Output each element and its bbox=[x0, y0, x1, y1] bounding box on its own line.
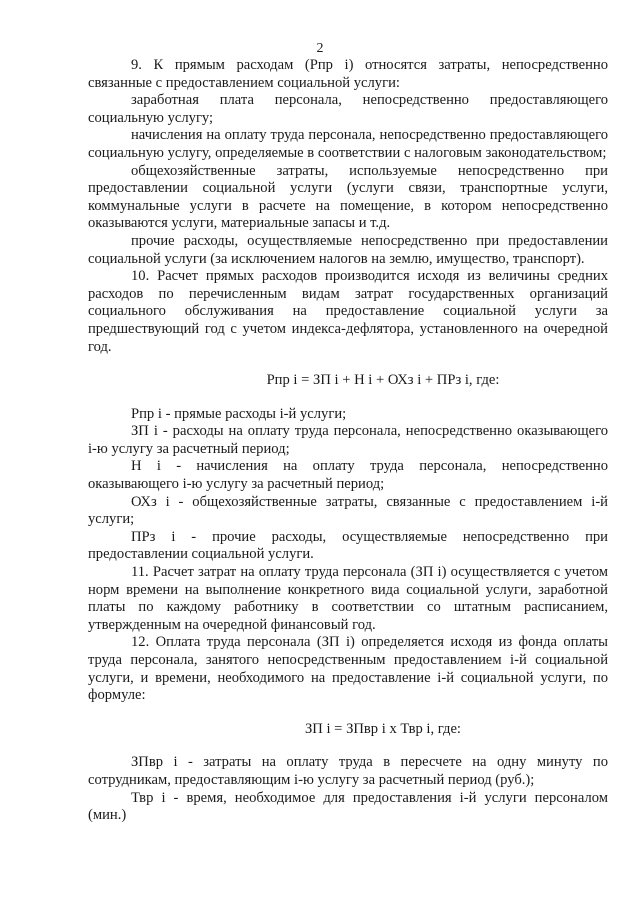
definition-rpr: Рпр i - прямые расходы i-й услуги; bbox=[131, 405, 347, 422]
list-item-other-costs: прочие расходы, осуществляемые непосредственно при предоставлении социальной услуги (за исключением налогов на землю, имущество, транспорт). bbox=[88, 232, 608, 267]
document-body bbox=[88, 57, 608, 825]
definition-ohz: ОХз i - общехозяйственные затраты, связанные с предоставлением i-й услуги; bbox=[88, 493, 608, 528]
list-item-general-costs: общехозяйственные затраты, используемые непосредственно при предоставлении социальной услуги (услуги связи, транспортные услуги, коммунальные услуги в расчете на помещение, в котором непосредственно оказываются услуги, материальные запасы и т.д. bbox=[88, 162, 608, 232]
paragraph-10: 10. Расчет прямых расходов производится исходя из величины средних расходов по перечисленным видам затрат государственных организаций социального обслуживания на предоставление социальной услуги за предшествующий год с учетом индекса-дефлятора, установленного на очередной год. bbox=[88, 268, 608, 355]
definition-zp: ЗП i - расходы на оплату труда персонала, непосредственно оказывающего i-ю услугу за расчетный период; bbox=[88, 423, 608, 457]
list-item-salary: заработная плата персонала, непосредственно предоставляющего социальную услугу; bbox=[88, 92, 608, 126]
definition-tvr: Твр i - время, необходимое для предоставления i-й услуги персоналом (мин.) bbox=[88, 789, 608, 824]
definition-zpvr: ЗПвр i - затраты на оплату труда в пересчете на одну минуту по сотрудникам, предоставляющим i-ю услугу за расчетный период (руб.); bbox=[88, 754, 608, 788]
formula-direct-costs: Рпр i = ЗП i + Н i + ОХз i + ПРз i, где: bbox=[266, 372, 500, 389]
paragraph-12: 12. Оплата труда персонала (ЗП i) определяется исходя из фонда оплаты труда персонала, занятого непосредственным предоставлением i-й социальной услуги, и времени, необходимого на предоставление i-й социальной услуги, по формуле: bbox=[88, 634, 608, 704]
paragraph-9: 9. К прямым расходам (Рпр i) относятся затраты, непосредственно связанные с предоставлением социальной услуги: bbox=[88, 57, 608, 91]
page-number: 2 bbox=[316, 41, 324, 56]
list-item-accruals: начисления на оплату труда персонала, непосредственно предоставляющего социальную услугу, определяемые в соответствии с налоговым законодательством; bbox=[88, 127, 608, 161]
paragraph-11: 11. Расчет затрат на оплату труда персонала (ЗП i) осуществляется с учетом норм времени на выполнение конкретного вида социальной услуги, заработной платы по каждому работнику в соответствии со штатным расписанием, утвержденным на очередной финансовый год. bbox=[88, 564, 608, 633]
definition-prz: ПРз i - прочие расходы, осуществляемые непосредственно при предоставлении социальной услуги. bbox=[88, 528, 608, 563]
formula-labor-costs: ЗП i = ЗПвр i х Твр i, где: bbox=[304, 720, 461, 737]
definition-n: Н i - начисления на оплату труда персонала, непосредственно оказывающего i-ю услугу за расчетный период; bbox=[88, 458, 608, 493]
